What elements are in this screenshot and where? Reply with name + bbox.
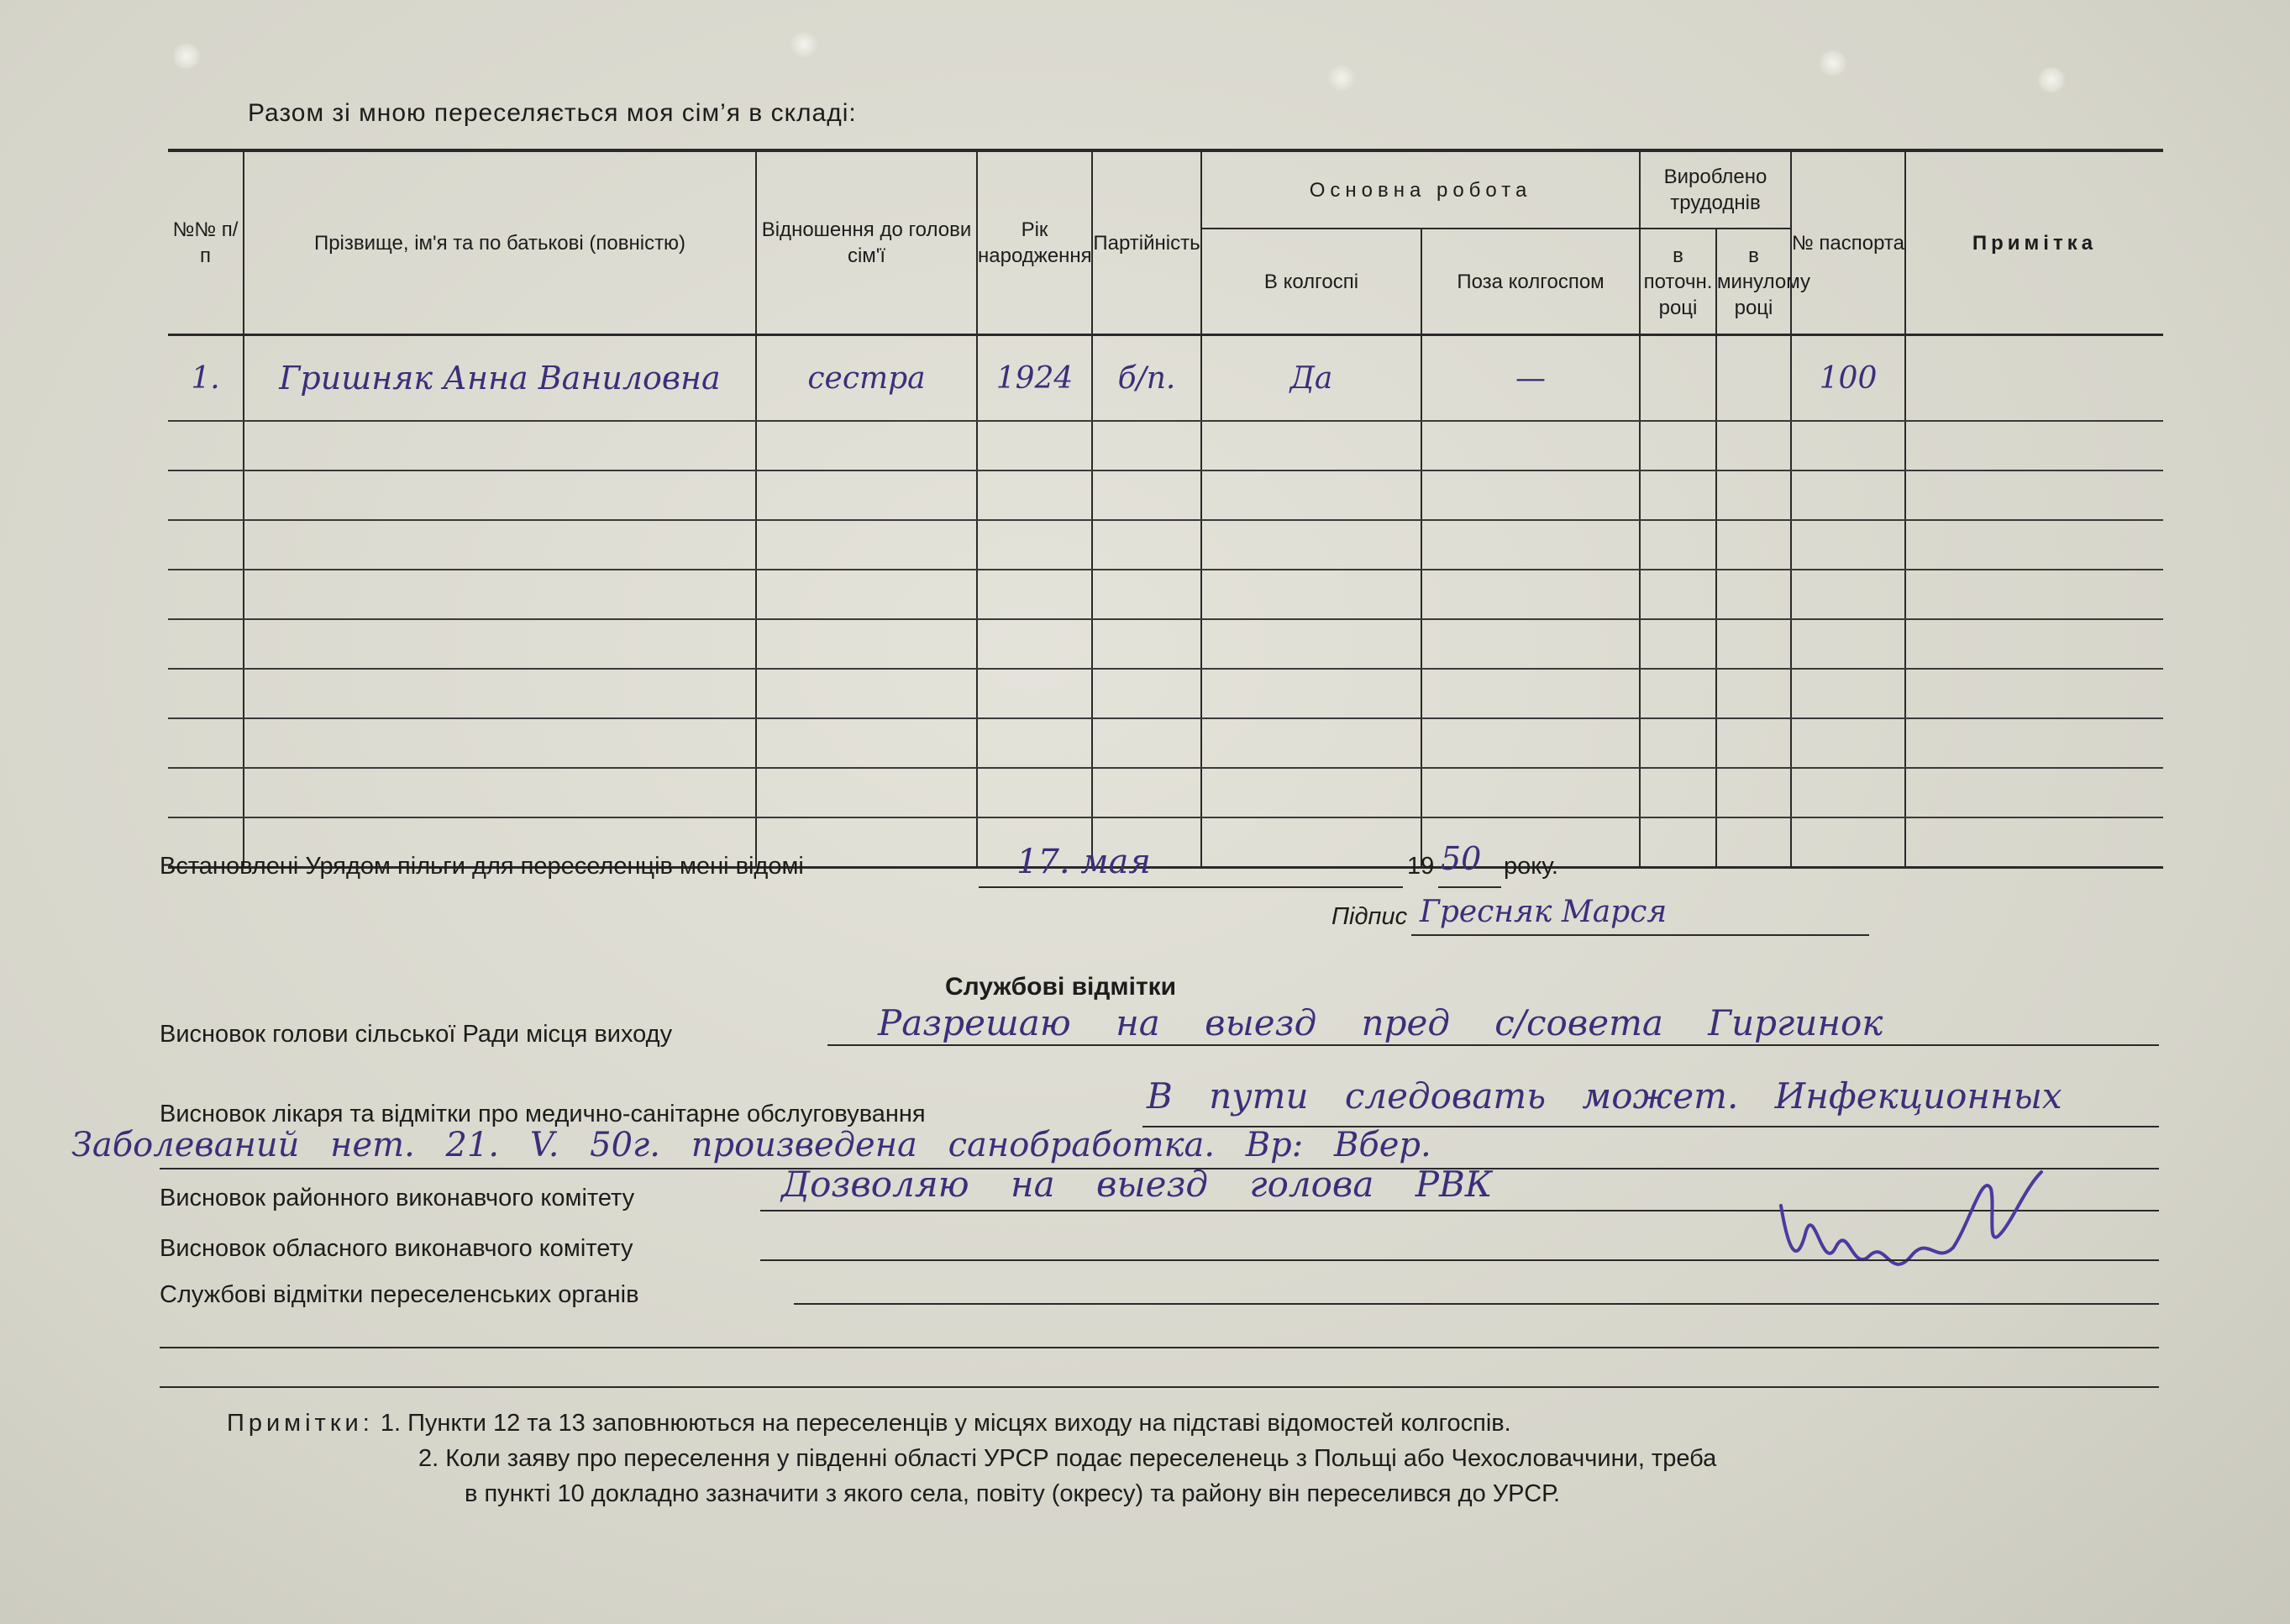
table-cell-empty xyxy=(1716,520,1791,570)
table-cell-empty xyxy=(977,669,1092,718)
table-cell-empty xyxy=(1640,421,1716,470)
table-cell-empty xyxy=(1092,421,1201,470)
punch-hole xyxy=(1327,66,1356,91)
punch-hole xyxy=(172,44,201,69)
village-council-rule xyxy=(827,1044,2159,1046)
table-cell-empty xyxy=(977,520,1092,570)
table-row-empty xyxy=(168,768,2163,817)
table-cell-empty xyxy=(756,421,977,470)
table-cell-empty xyxy=(1201,619,1421,669)
notes-block xyxy=(227,1406,1716,1511)
table-cell-empty xyxy=(1791,619,1905,669)
table-cell-empty xyxy=(168,718,244,768)
table-row-empty xyxy=(168,718,2163,768)
col-header-outside-kolhosp: Поза колгоспом xyxy=(1421,229,1640,335)
family-heading: Разом зі мною переселяється моя сім’я в складі: xyxy=(248,99,857,127)
table-cell-empty xyxy=(1201,520,1421,570)
table-cell-empty xyxy=(1201,718,1421,768)
resettlement-organs-rule xyxy=(794,1303,2159,1305)
table-cell-empty xyxy=(1092,470,1201,520)
table-cell-note xyxy=(1905,335,2163,422)
col-header-party: Партійність xyxy=(1092,150,1201,335)
table-row-empty xyxy=(168,520,2163,570)
extra-rule-1 xyxy=(160,1347,2159,1348)
table-cell-empty xyxy=(1092,520,1201,570)
table-cell-empty xyxy=(756,520,977,570)
year-suffix: року. xyxy=(1504,853,1558,880)
table-cell-empty xyxy=(244,669,756,718)
signature-label: Підпис xyxy=(1331,903,1408,930)
table-cell-empty xyxy=(1201,470,1421,520)
table-cell-empty xyxy=(1791,817,1905,868)
col-header-last-year: в минулому році xyxy=(1716,229,1791,335)
district-committee-label: Висновок районного виконавчого комітету xyxy=(160,1185,635,1211)
table-cell-empty xyxy=(977,570,1092,619)
col-header-name: Прізвище, ім'я та по батькові (повністю) xyxy=(244,150,756,335)
table-cell-empty xyxy=(1092,768,1201,817)
punch-hole xyxy=(790,32,818,57)
col-header-in-kolhosp: В колгоспі xyxy=(1201,229,1421,335)
table-row-empty xyxy=(168,669,2163,718)
table-row xyxy=(168,335,2163,422)
table-cell-empty xyxy=(977,619,1092,669)
table-cell-empty xyxy=(1640,718,1716,768)
table-cell-empty xyxy=(1905,570,2163,619)
table-cell-empty xyxy=(1421,470,1640,520)
signature-handwritten: Гресняк Марся xyxy=(1420,895,1668,929)
col-header-num: №№ п/п xyxy=(168,150,244,335)
extra-rule-2 xyxy=(160,1386,2159,1388)
table-cell-empty xyxy=(756,619,977,669)
table-cell-empty xyxy=(244,470,756,520)
table-cell-empty xyxy=(1640,768,1716,817)
year-prefix: 19 xyxy=(1407,853,1435,880)
table-cell-empty xyxy=(1640,570,1716,619)
table-cell-empty xyxy=(1421,570,1640,619)
table-cell-empty xyxy=(756,768,977,817)
table-cell-empty xyxy=(1716,669,1791,718)
table-cell-in-kolhosp: Да xyxy=(1201,335,1421,422)
table-cell-empty xyxy=(1092,669,1201,718)
doctor-label: Висновок лікаря та відмітки про медично-санітарне обслуговування xyxy=(160,1101,926,1127)
table-cell-empty xyxy=(1905,619,2163,669)
table-cell-current-year xyxy=(1640,335,1716,422)
table-cell-empty xyxy=(1905,470,2163,520)
benefits-line xyxy=(160,853,804,880)
table-cell-empty xyxy=(1791,669,1905,718)
table-cell-empty xyxy=(1716,470,1791,520)
table-cell-empty xyxy=(1201,421,1421,470)
table-cell-outside-kolhosp: — xyxy=(1421,335,1640,422)
col-header-relation: Відношення до голови сім'ї xyxy=(756,150,977,335)
table-cell-empty xyxy=(168,421,244,470)
table-cell-empty xyxy=(1791,421,1905,470)
table-row-empty xyxy=(168,421,2163,470)
table-row-empty xyxy=(168,619,2163,669)
table-cell-empty xyxy=(1716,619,1791,669)
table-cell-empty xyxy=(1905,768,2163,817)
punch-hole xyxy=(1819,50,1847,76)
table-cell-empty xyxy=(977,470,1092,520)
table-row-empty xyxy=(168,470,2163,520)
table-cell-empty xyxy=(168,669,244,718)
table-cell-empty xyxy=(1905,718,2163,768)
table-cell-empty xyxy=(1421,421,1640,470)
table-cell-empty xyxy=(1640,470,1716,520)
col-header-note: Примітка xyxy=(1905,150,2163,335)
table-cell-empty xyxy=(756,570,977,619)
table-cell-empty xyxy=(1092,619,1201,669)
col-header-current-year: в поточн. році xyxy=(1640,229,1716,335)
service-title: Службові відмітки xyxy=(945,973,1177,1001)
benefits-label: Встановлені Урядом пільги для переселенців мені відомі xyxy=(160,853,804,880)
table-cell-num: 1. xyxy=(168,335,244,422)
table-cell-empty xyxy=(1716,817,1791,868)
col-header-year: Рік народження xyxy=(977,150,1092,335)
table-cell-empty xyxy=(1640,817,1716,868)
table-cell-year: 1924 xyxy=(977,335,1092,422)
table-cell-empty xyxy=(1640,619,1716,669)
table-cell-empty xyxy=(244,421,756,470)
punch-hole xyxy=(2037,67,2066,92)
table-cell-empty xyxy=(1905,520,2163,570)
table-cell-empty xyxy=(1092,570,1201,619)
table-cell-empty xyxy=(244,768,756,817)
table-cell-empty xyxy=(1640,669,1716,718)
table-cell-empty xyxy=(244,718,756,768)
notes-label: Примітки: xyxy=(227,1410,374,1437)
table-cell-empty xyxy=(1791,520,1905,570)
oblast-committee-label: Висновок обласного виконавчого комітету xyxy=(160,1235,633,1262)
village-council-handwritten: Разрешаю на выезд пред с/совета Гиргинок xyxy=(878,1002,1883,1043)
note-2: 2. Коли заяву про переселення у південні області УРСР подає переселенець з Польщі або Чехословаччини, треба xyxy=(418,1445,1717,1472)
doctor-handwritten: В пути следовать может. Инфекционных xyxy=(1147,1075,2062,1117)
table-cell-empty xyxy=(1201,768,1421,817)
table-cell-empty xyxy=(1905,669,2163,718)
table-cell-passport: 100 xyxy=(1791,335,1905,422)
table-row-empty xyxy=(168,570,2163,619)
table-cell-empty xyxy=(756,718,977,768)
table-cell-name: Гришняк Анна Ваниловна xyxy=(244,335,756,422)
table-cell-empty xyxy=(1201,570,1421,619)
district-committee-handwritten: Дозволяю на выезд голова РВК xyxy=(781,1164,1493,1205)
table-cell-empty xyxy=(1201,817,1421,868)
table-cell-empty xyxy=(168,768,244,817)
table-cell-empty xyxy=(1905,817,2163,868)
family-table xyxy=(168,149,2163,869)
table-cell-empty xyxy=(1421,619,1640,669)
benefits-year: 50 xyxy=(1441,840,1482,877)
note-1: Примітки: 1. Пункти 12 та 13 заповнюються на переселенців у місцях виходу на підставі відомостей колгоспів. xyxy=(227,1410,1511,1437)
table-cell-empty xyxy=(1791,570,1905,619)
table-cell-empty xyxy=(1716,768,1791,817)
oblast-committee-rule xyxy=(760,1259,2159,1261)
year-rule xyxy=(1438,886,1501,888)
table-cell-empty xyxy=(1716,718,1791,768)
table-cell-relation: сестра xyxy=(756,335,977,422)
signature-rule xyxy=(1411,934,1869,936)
table-cell-empty xyxy=(977,768,1092,817)
table-cell-empty xyxy=(756,669,977,718)
col-header-workdays: Вироблено трудоднів xyxy=(1640,150,1791,229)
table-cell-last-year xyxy=(1716,335,1791,422)
col-header-main-work: Основна робота xyxy=(1201,150,1640,229)
table-cell-empty xyxy=(244,619,756,669)
table-cell-empty xyxy=(977,718,1092,768)
table-cell-empty xyxy=(1716,570,1791,619)
col-header-passport: № паспорта xyxy=(1791,150,1905,335)
table-cell-empty xyxy=(1905,421,2163,470)
table-cell-empty xyxy=(756,470,977,520)
table-cell-empty xyxy=(1791,768,1905,817)
doctor-handwritten-continued: Заболеваний нет. 21. V. 50г. произведена санобработка. Вр: Вбер. xyxy=(71,1126,1431,1164)
table-cell-empty xyxy=(168,570,244,619)
table-cell-empty xyxy=(1421,669,1640,718)
table-cell-empty xyxy=(244,570,756,619)
table-cell-empty xyxy=(1791,718,1905,768)
table-cell-empty xyxy=(1791,470,1905,520)
table-cell-empty xyxy=(244,520,756,570)
date-rule xyxy=(979,886,1403,888)
resettlement-organs-label: Службові відмітки переселенських органів xyxy=(160,1281,639,1308)
district-signature-mark xyxy=(1773,1155,2075,1281)
table-cell-empty xyxy=(1640,520,1716,570)
table-cell-empty xyxy=(1201,669,1421,718)
table-cell-empty xyxy=(168,470,244,520)
table-cell-empty xyxy=(1092,718,1201,768)
table-cell-empty xyxy=(977,421,1092,470)
table-cell-empty xyxy=(1716,421,1791,470)
table-cell-party: б/п. xyxy=(1092,335,1201,422)
benefits-date: 17. мая xyxy=(1016,843,1151,881)
table-cell-empty xyxy=(168,520,244,570)
table-cell-empty xyxy=(1421,520,1640,570)
table-cell-empty xyxy=(1421,718,1640,768)
table-cell-empty xyxy=(168,619,244,669)
note-3: в пункті 10 докладно зазначити з якого села, повіту (окресу) та району він переселився до УРСР. xyxy=(465,1480,1561,1507)
table-cell-empty xyxy=(1421,768,1640,817)
village-council-label: Висновок голови сільської Ради місця виходу xyxy=(160,1021,673,1048)
